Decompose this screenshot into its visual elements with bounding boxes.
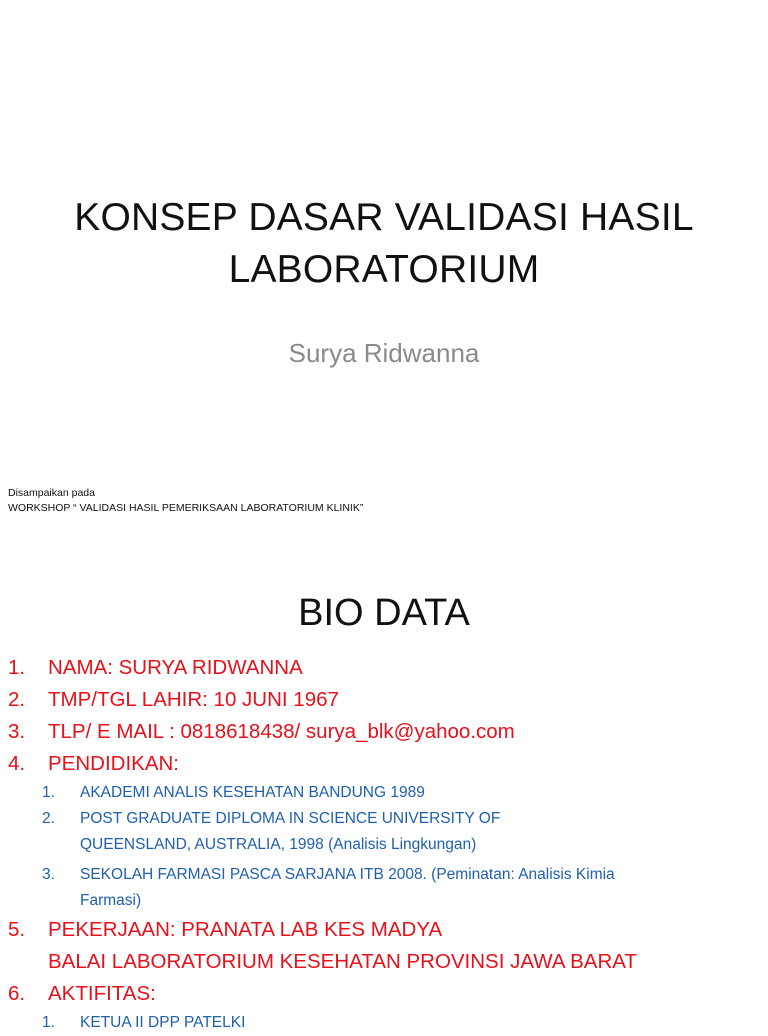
bio-data-title: BIO DATA xyxy=(298,592,470,634)
list-number: 5. xyxy=(8,918,26,941)
note-line-1: Disampaikan pada xyxy=(8,487,95,499)
sub-list-text: SEKOLAH FARMASI PASCA SARJANA ITB 2008. (Peminatan: Analisis Kimia xyxy=(80,866,615,883)
note-line-2: WORKSHOP “ VALIDASI HASIL PEMERIKSAAN LABORATORIUM KLINIK” xyxy=(8,502,364,514)
list-item xyxy=(0,914,768,946)
list-text: TLP/ E MAIL : 0818618438/ surya_blk@yahoo.com xyxy=(48,720,515,743)
sub-list-text: POST GRADUATE DIPLOMA IN SCIENCE UNIVERSITY OF xyxy=(80,810,501,827)
sub-list-item xyxy=(0,806,768,832)
title-line-1: KONSEP DASAR VALIDASI HASIL xyxy=(74,196,694,239)
list-item xyxy=(0,716,768,748)
sub-list-text: Farmasi) xyxy=(80,892,142,909)
list-number: 1. xyxy=(8,656,26,679)
list-number: 2. xyxy=(8,688,26,711)
sub-list-item xyxy=(0,862,768,888)
sub-list-number: 2. xyxy=(42,810,55,827)
list-text: AKTIFITAS: xyxy=(48,982,156,1005)
sub-list-text: AKADEMI ANALIS KESEHATAN BANDUNG 1989 xyxy=(80,784,425,801)
list-text: PENDIDIKAN: xyxy=(48,752,179,775)
list-item xyxy=(0,748,768,780)
sub-list-number: 3. xyxy=(42,866,55,883)
event-note xyxy=(8,486,363,516)
list-item xyxy=(0,684,768,716)
sub-list-text: KETUA II DPP PATELKI xyxy=(80,1014,246,1031)
sub-list-number: 1. xyxy=(42,784,55,801)
presentation-title xyxy=(40,192,728,296)
sub-list-text: QUEENSLAND, AUSTRALIA, 1998 (Analisis Lingkungan) xyxy=(80,836,477,853)
list-text: NAMA: SURYA RIDWANNA xyxy=(48,656,303,679)
sub-list-item xyxy=(0,1010,768,1036)
sub-list-item-continued xyxy=(0,888,768,914)
list-text: TMP/TGL LAHIR: 10 JUNI 1967 xyxy=(48,688,339,711)
list-number: 6. xyxy=(8,982,26,1005)
presenter-name: Surya Ridwanna xyxy=(288,338,480,368)
list-text: PEKERJAAN: PRANATA LAB KES MADYA xyxy=(48,918,443,941)
list-item xyxy=(0,978,768,1010)
list-number: 3. xyxy=(8,720,26,743)
list-text: BALAI LABORATORIUM KESEHATAN PROVINSI JAWA BARAT xyxy=(48,950,637,973)
list-item xyxy=(0,652,768,684)
bio-data-list xyxy=(0,652,768,1036)
sub-list-item-continued xyxy=(0,832,768,858)
sub-list-number: 1. xyxy=(42,1014,55,1031)
sub-list-item xyxy=(0,780,768,806)
list-item-continued xyxy=(0,946,768,978)
bio-data-slide xyxy=(0,576,768,1031)
title-line-2: LABORATORIUM xyxy=(228,248,540,291)
list-number: 4. xyxy=(8,752,26,775)
